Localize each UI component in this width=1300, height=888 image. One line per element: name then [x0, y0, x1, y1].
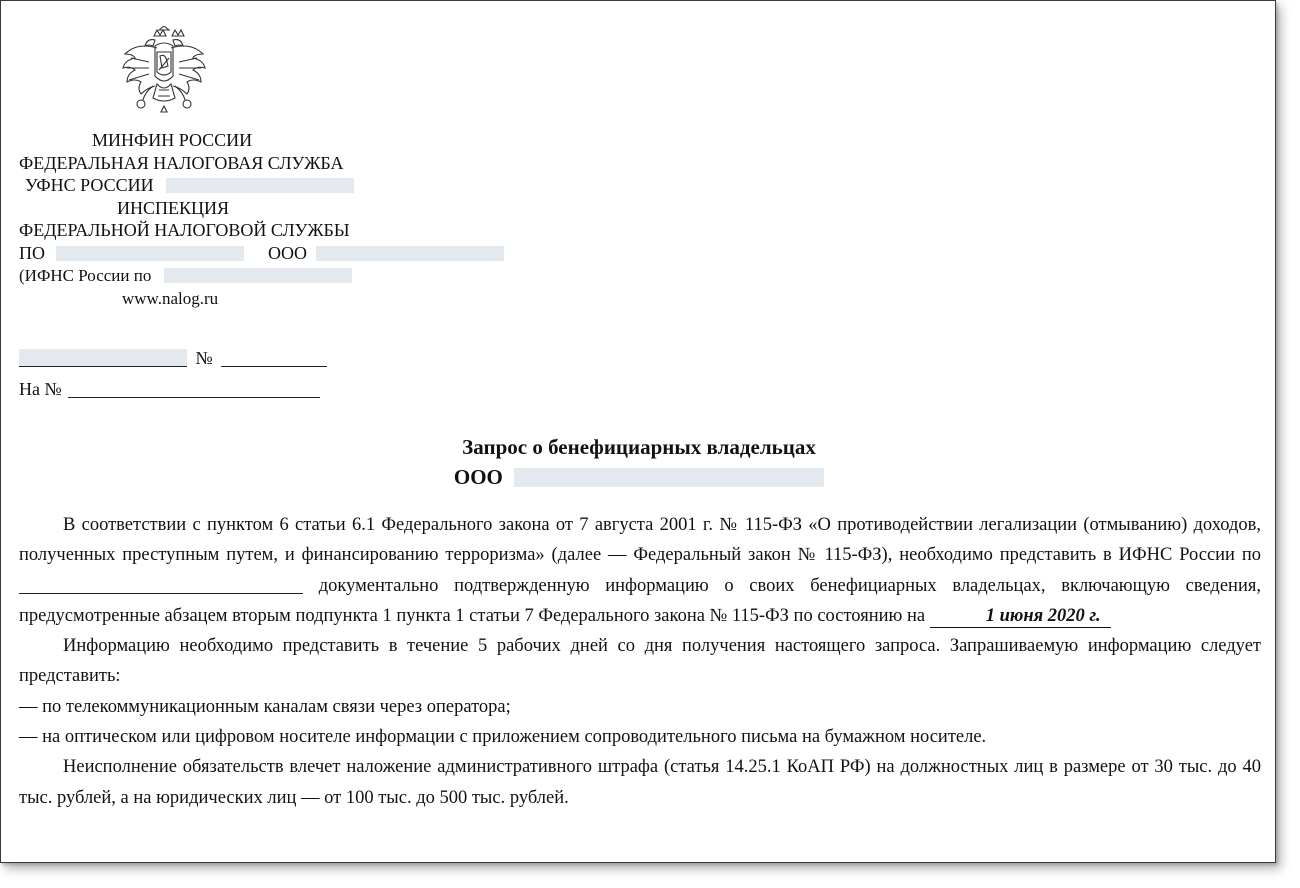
redacted-company-name: [514, 468, 824, 487]
header-website: www.nalog.ru: [122, 289, 219, 308]
document-body: [19, 510, 1261, 813]
paragraph-request: [19, 510, 1261, 631]
reply-number-line: [19, 378, 320, 400]
reply-number-label: На №: [19, 379, 62, 399]
header-fns-genitive: ФЕДЕРАЛЬНОЙ НАЛОГОВОЙ СЛУЖБЫ: [19, 220, 350, 240]
header-ufns-label: УФНС РОССИИ: [25, 175, 154, 195]
redacted-inspection-name: [164, 268, 352, 283]
paragraph-request-part2: документально подтвержденную информацию о своих бенефициарных владельцах, включающую сведения, предусмотренные абзацем вторым подпункта 1 пункта 1 статьи 7 Федерального закона № 115-ФЗ по состоянию на: [19, 575, 1261, 626]
header-po-label: ПО: [19, 243, 45, 263]
redacted-org-name: [316, 246, 504, 261]
header-ifns-line: [19, 265, 352, 287]
russian-coat-of-arms-icon: [119, 26, 209, 118]
document-title: Запрос о бенефициарных владельцах: [462, 435, 816, 459]
paragraph-deadline: Информацию необходимо представить в течение 5 рабочих дней со дня получения настоящего запроса. Запрашиваемую информацию следует представить:: [19, 636, 1261, 687]
subtitle-org-label: ООО: [453, 465, 503, 489]
bullet-media: — на оптическом или цифровом носителе информации с приложением сопроводительного письма на бумажном носителе.: [19, 727, 987, 748]
header-po-line: [19, 242, 504, 264]
header-ifns-label: (ИФНС России по: [19, 266, 152, 285]
header-fns: ФЕДЕРАЛЬНАЯ НАЛОГОВАЯ СЛУЖБА: [19, 153, 344, 173]
paragraph-request-part1: В соответствии с пунктом 6 статьи 6.1 Федерального закона от 7 августа 2001 г. № 115-ФЗ «О противодействии легализации (отмыванию) доходов, полученных преступным путем, и финансированию терроризма» (далее — Федеральный закон № 115-ФЗ), необходимо представить в ИФНС России по: [19, 515, 1261, 566]
blank-inspection-field: [19, 577, 303, 594]
bullet-telecom: — по телекоммуникационным каналам связи через оператора;: [19, 696, 511, 717]
outgoing-number-field: [221, 349, 327, 367]
header-ministry: МИНФИН РОССИИ: [92, 130, 253, 150]
header-inspection: ИНСПЕКЦИЯ: [117, 198, 230, 218]
header-org-label: ООО: [268, 243, 307, 263]
document-subtitle: [1, 463, 1277, 491]
outgoing-date-field: [19, 349, 187, 367]
as-of-date: 1 июня 2020 г.: [930, 605, 1111, 628]
number-sign: №: [195, 348, 213, 368]
header-ufns: [25, 174, 354, 196]
paragraph-penalty: Неисполнение обязательств влечет наложение административного штрафа (статья 14.25.1 КоАП РФ) на должностных лиц в размере от 30 тыс. до 40 тыс. рублей, а на юридических лиц — от 100 тыс. до 500 тыс. рублей.: [19, 757, 1261, 808]
redacted-region: [166, 178, 354, 193]
redacted-region: [56, 246, 244, 261]
outgoing-number-line: [19, 347, 327, 369]
reply-number-field: [68, 380, 320, 398]
